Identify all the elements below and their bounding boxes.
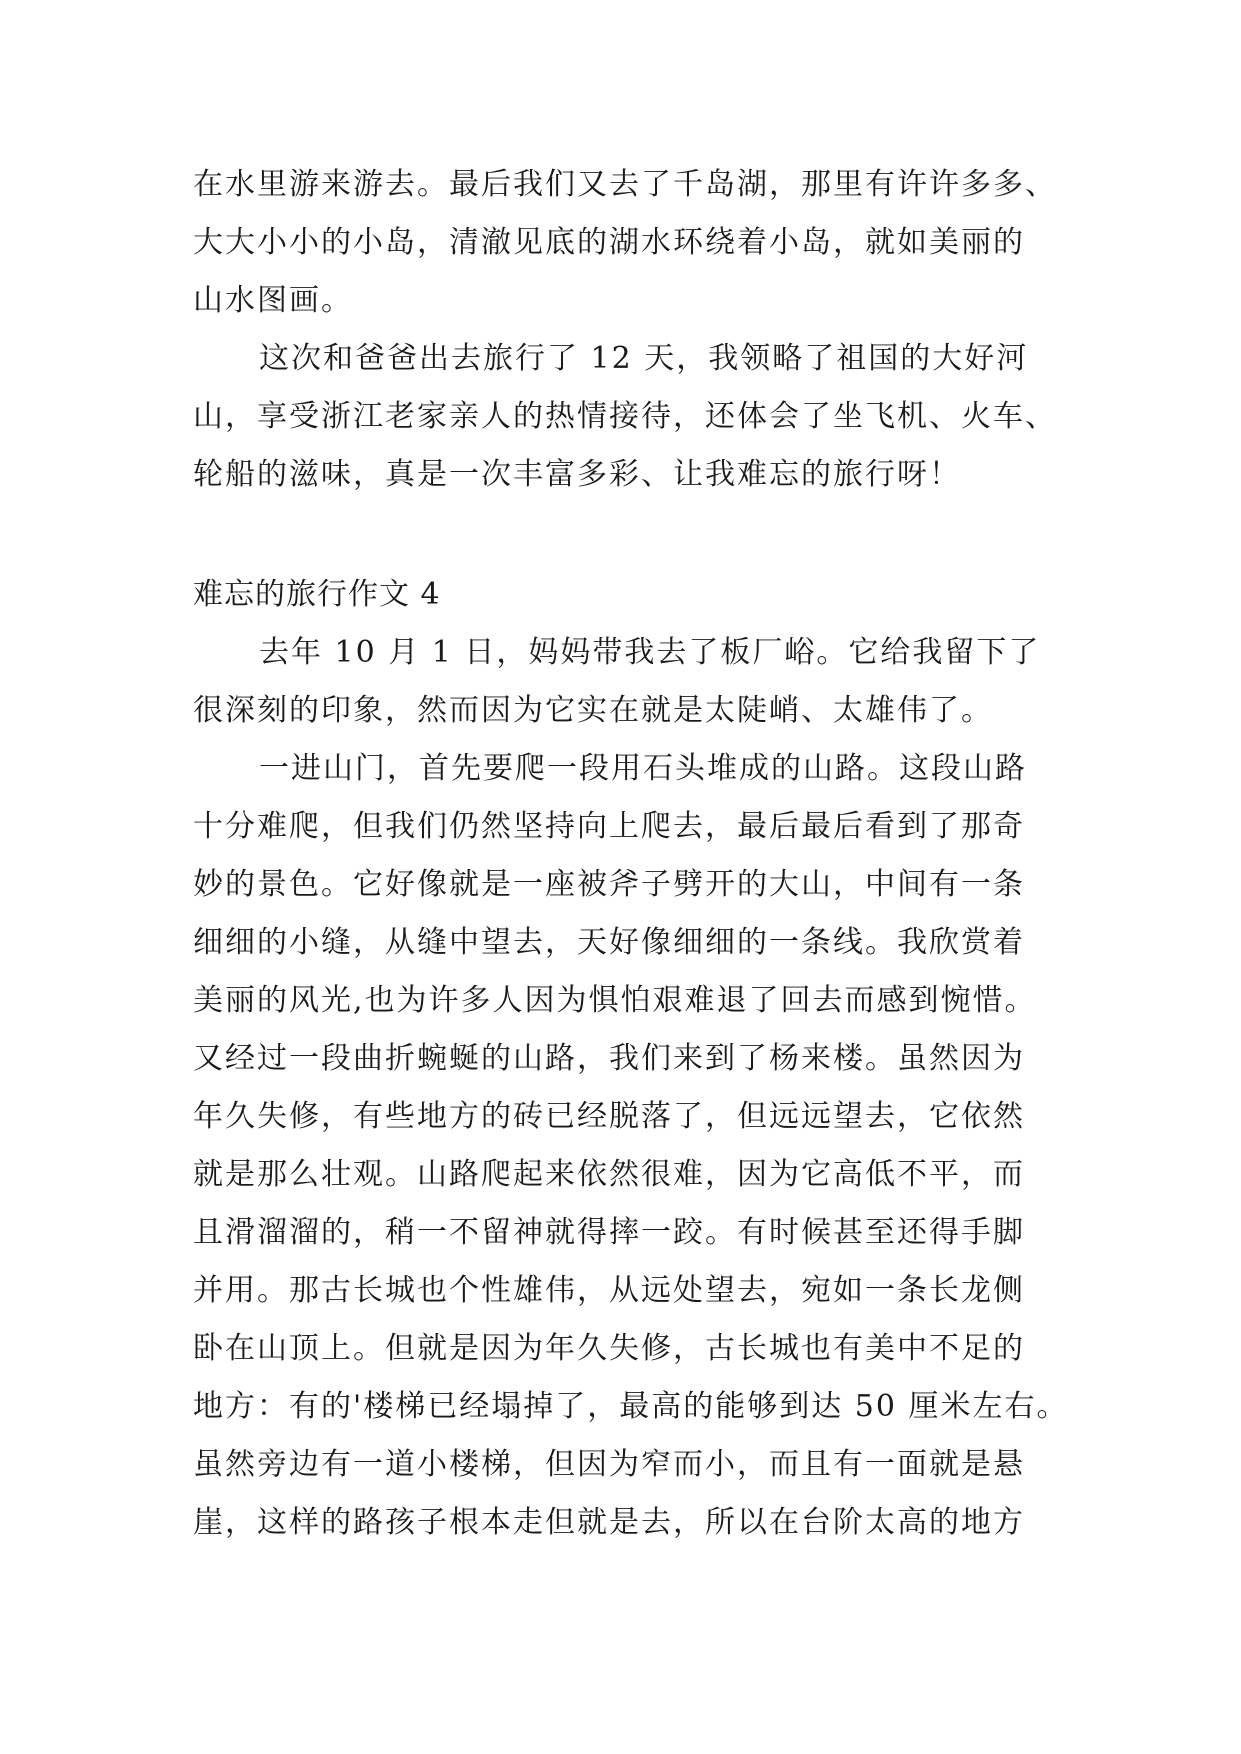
paragraph-line: 去年 10 月 1 日，妈妈带我去了板厂峪。它给我留下了 — [259, 635, 1041, 670]
paragraph-line: 又经过一段曲折蜿蜒的山路，我们来到了杨来楼。虽然因为 — [193, 1041, 1025, 1076]
paragraph-line: 年久失修，有些地方的砖已经脱落了，但远远望去，它依然 — [193, 1099, 1025, 1134]
paragraph-line: 并用。那古长城也个性雄伟，从远处望去，宛如一条长龙侧 — [193, 1273, 1025, 1308]
paragraph-line: 崖，这样的路孩子根本走但就是去，所以在台阶太高的地方 — [193, 1505, 1025, 1540]
paragraph-line: 在水里游来游去。最后我们又去了千岛湖，那里有许许多多、 — [193, 167, 1057, 202]
paragraph-line: 轮船的滋味，真是一次丰富多彩、让我难忘的旅行呀！ — [193, 457, 961, 492]
paragraph-line: 美丽的风光,也为许多人因为惧怕艰难退了回去而感到惋惜。 — [193, 983, 1037, 1018]
paragraph-line: 十分难爬，但我们仍然坚持向上爬去，最后最后看到了那奇 — [193, 809, 1025, 844]
paragraph-2 — [193, 330, 1058, 504]
section-heading: 难忘的旅行作文 4 — [193, 577, 441, 612]
paragraph-line: 地方：有的'楼梯已经塌掉了，最高的能够到达 50 厘米左右。 — [193, 1389, 1069, 1424]
paragraph-line: 就是那么壮观。山路爬起来依然很难，因为它高低不平，而 — [193, 1157, 1025, 1192]
paragraph-3 — [193, 624, 1058, 740]
paragraph-line: 虽然旁边有一道小楼梯，但因为窄而小，而且有一面就是悬 — [193, 1447, 1025, 1482]
paragraph-line: 卧在山顶上。但就是因为年久失修，古长城也有美中不足的 — [193, 1331, 1025, 1366]
paragraph-line: 山水图画。 — [193, 283, 353, 318]
paragraph-line: 很深刻的印象，然而因为它实在就是太陡峭、太雄伟了。 — [193, 693, 993, 728]
paragraph-line: 大大小小的小岛，清澈见底的湖水环绕着小岛，就如美丽的 — [193, 225, 1025, 260]
paragraph-4 — [193, 740, 1069, 1552]
paragraph-line: 妙的景色。它好像就是一座被斧子劈开的大山，中间有一条 — [193, 867, 1025, 902]
paragraph-line: 山，享受浙江老家亲人的热情接待，还体会了坐飞机、火车、 — [193, 399, 1057, 434]
paragraph-line: 一进山门，首先要爬一段用石头堆成的山路。这段山路 — [259, 751, 1027, 786]
paragraph-1 — [193, 156, 1058, 330]
paragraph-line: 且滑溜溜的，稍一不留神就得摔一跤。有时候甚至还得手脚 — [193, 1215, 1025, 1250]
paragraph-line: 这次和爸爸出去旅行了 12 天，我领略了祖国的大好河 — [259, 341, 1029, 376]
paragraph-line: 细细的小缝，从缝中望去，天好像细细的一条线。我欣赏着 — [193, 925, 1025, 960]
